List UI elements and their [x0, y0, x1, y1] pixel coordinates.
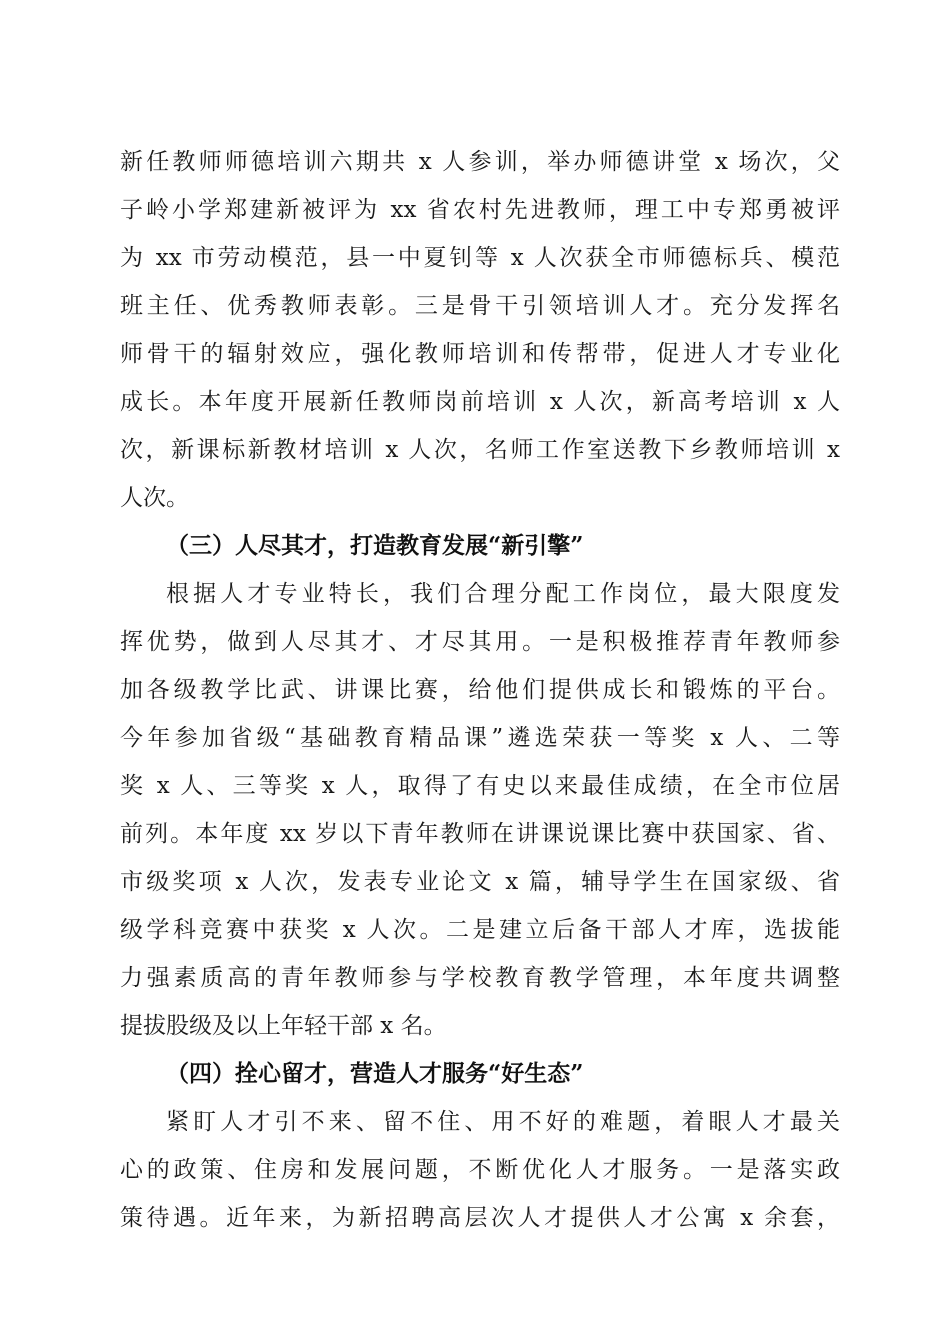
text-line: 新任教师师德培训六期共 x 人参训，举办师德讲堂 x 场次，父 [120, 149, 840, 175]
section-heading-3: （三）人尽其才，打造教育发展“新引擎” [166, 532, 584, 559]
text-line: 成长。本年度开展新任教师岗前培训 x 人次，新高考培训 x 人 [120, 389, 840, 415]
text-line: 市级奖项 x 人次，发表专业论文 x 篇，辅导学生在国家级、省 [120, 869, 840, 895]
text-line: 根据人才专业特长，我们合理分配工作岗位，最大限度发 [166, 581, 840, 607]
text-line: 力强素质高的青年教师参与学校教育教学管理，本年度共调整 [120, 965, 840, 991]
text-line: 为 xx 市劳动模范，县一中夏钊等 x 人次获全市师德标兵、模范 [120, 245, 840, 271]
text-line: 紧盯人才引不来、留不住、用不好的难题，着眼人才最关 [166, 1109, 840, 1135]
text-line: 策待遇。近年来，为新招聘高层次人才提供人才公寓 x 余套， [120, 1205, 840, 1231]
text-line: 师骨干的辐射效应，强化教师培训和传帮带，促进人才专业化 [120, 341, 840, 367]
text-line: 子岭小学郑建新被评为 xx 省农村先进教师，理工中专郑勇被评 [120, 197, 840, 223]
text-line: 加各级教学比武、讲课比赛，给他们提供成长和锻炼的平台。 [120, 677, 840, 703]
text-line: 心的政策、住房和发展问题，不断优化人才服务。一是落实政 [120, 1157, 840, 1183]
text-line: 奖 x 人、三等奖 x 人，取得了有史以来最佳成绩，在全市位居 [120, 773, 840, 799]
text-line: 挥优势，做到人尽其才、才尽其用。一是积极推荐青年教师参 [120, 629, 840, 655]
text-line: 今年参加省级“基础教育精品课”遴选荣获一等奖 x 人、二等 [120, 725, 840, 751]
text-line: 前列。本年度 xx 岁以下青年教师在讲课说课比赛中获国家、省、 [120, 821, 840, 847]
text-line: 人次。 [120, 485, 189, 511]
section-heading-4: （四）拴心留才，营造人才服务“好生态” [166, 1060, 584, 1087]
text-line: 提拔股级及以上年轻干部 x 名。 [120, 1013, 447, 1039]
text-line: 次，新课标新教材培训 x 人次，名师工作室送教下乡教师培训 x [120, 437, 840, 463]
text-line: 班主任、优秀教师表彰。三是骨干引领培训人才。充分发挥名 [120, 293, 840, 319]
text-line: 级学科竞赛中获奖 x 人次。二是建立后备干部人才库，选拔能 [120, 917, 840, 943]
